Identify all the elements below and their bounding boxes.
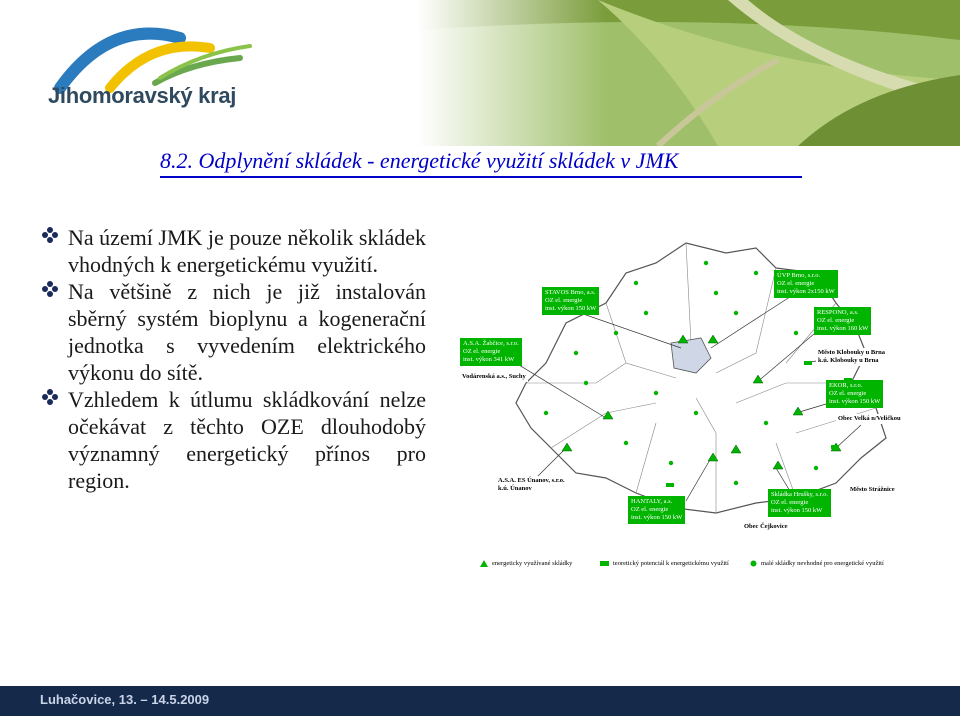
footer-date-location: Luhačovice, 13. – 14.5.2009 — [40, 692, 210, 707]
bullet-item — [40, 224, 426, 278]
map-label-vodarenska: Vodárenská a.s., Suchy — [462, 373, 526, 380]
rectangle-icon — [600, 561, 609, 566]
bullet-text: Vzhledem k útlumu skládkování nelze očekávat z těchto OZE dlouhodobý významný energetický přínos pro region. — [68, 387, 426, 493]
bullet-item — [40, 386, 426, 494]
map-box-skladka-hrusky: Skládka Hrušky, s.r.o. OZ el. energie inst. výkon 150 kW — [768, 489, 831, 517]
map-box-stavos: STAVOS Brno, a.s. OZ el. energie inst. výkon 150 kW — [542, 287, 599, 315]
map-legend — [480, 560, 930, 574]
bullet-text: Na většině z nich je již instalován sběrný systém bioplynu a kogenerační jednotka s vyvedením elektrického výkonu do sítě. — [68, 279, 426, 385]
dot-icon — [750, 560, 757, 567]
region-landfill-map — [456, 233, 916, 585]
bullet-item — [40, 278, 426, 386]
logo-wordmark: Jihomoravský kraj — [48, 83, 237, 108]
map-box-ekor: EKOR, s.r.o. OZ el. energie inst. výkon 150 kW — [826, 380, 883, 408]
diamond-bullet-icon — [40, 387, 60, 407]
map-label-cejkovice: Obec Čejkovice — [744, 523, 788, 530]
legend-item: malé skládky nevhodné pro energetické využití — [750, 560, 884, 567]
map-box-respono: RESPONO, a.s. OZ el. energie inst. výkon 160 kW — [814, 307, 871, 335]
jmk-logo-icon — [40, 18, 280, 128]
diamond-bullet-icon — [40, 225, 60, 245]
map-box-hantaly: HANTALY, a.s. OZ el. energie inst. výkon 150 kW — [628, 496, 685, 524]
legend-item: energeticky využívané skládky — [480, 560, 572, 567]
slide-title: 8.2. Odplynění skládek - energetické využití skládek v JMK — [160, 148, 802, 178]
slide-footer — [0, 686, 960, 716]
legend-item: teoretický potenciál k energetickému využití — [600, 560, 729, 567]
map-label-asa-unanov: A.S.A. ES Únanov, s.r.o. k.ú. Únanov — [498, 477, 565, 492]
map-box-uvp: ÚVP Brno, s.r.o. OZ el. energie inst. výkon 2x150 kW — [774, 270, 838, 298]
map-label-velka-velickou: Obec Velká n/Veličkou — [838, 415, 901, 422]
triangle-icon — [480, 560, 488, 567]
region-outline-map — [456, 233, 916, 585]
header-landscape-photo — [418, 0, 960, 146]
diamond-bullet-icon — [40, 279, 60, 299]
bullet-text: Na území JMK je pouze několik skládek vhodných k energetickému využití. — [68, 225, 427, 277]
map-label-straznice: Město Strážnice — [850, 486, 895, 493]
bullet-list — [40, 224, 426, 494]
map-box-asa-zabcice: A.S.A. Žabčice, s.r.o. OZ el. energie inst. výkon 341 kW — [460, 338, 522, 366]
slide-header — [0, 0, 960, 146]
map-label-klobouky: Město Klobouky u Brna k.ú. Klobouky u Brna — [818, 349, 885, 364]
